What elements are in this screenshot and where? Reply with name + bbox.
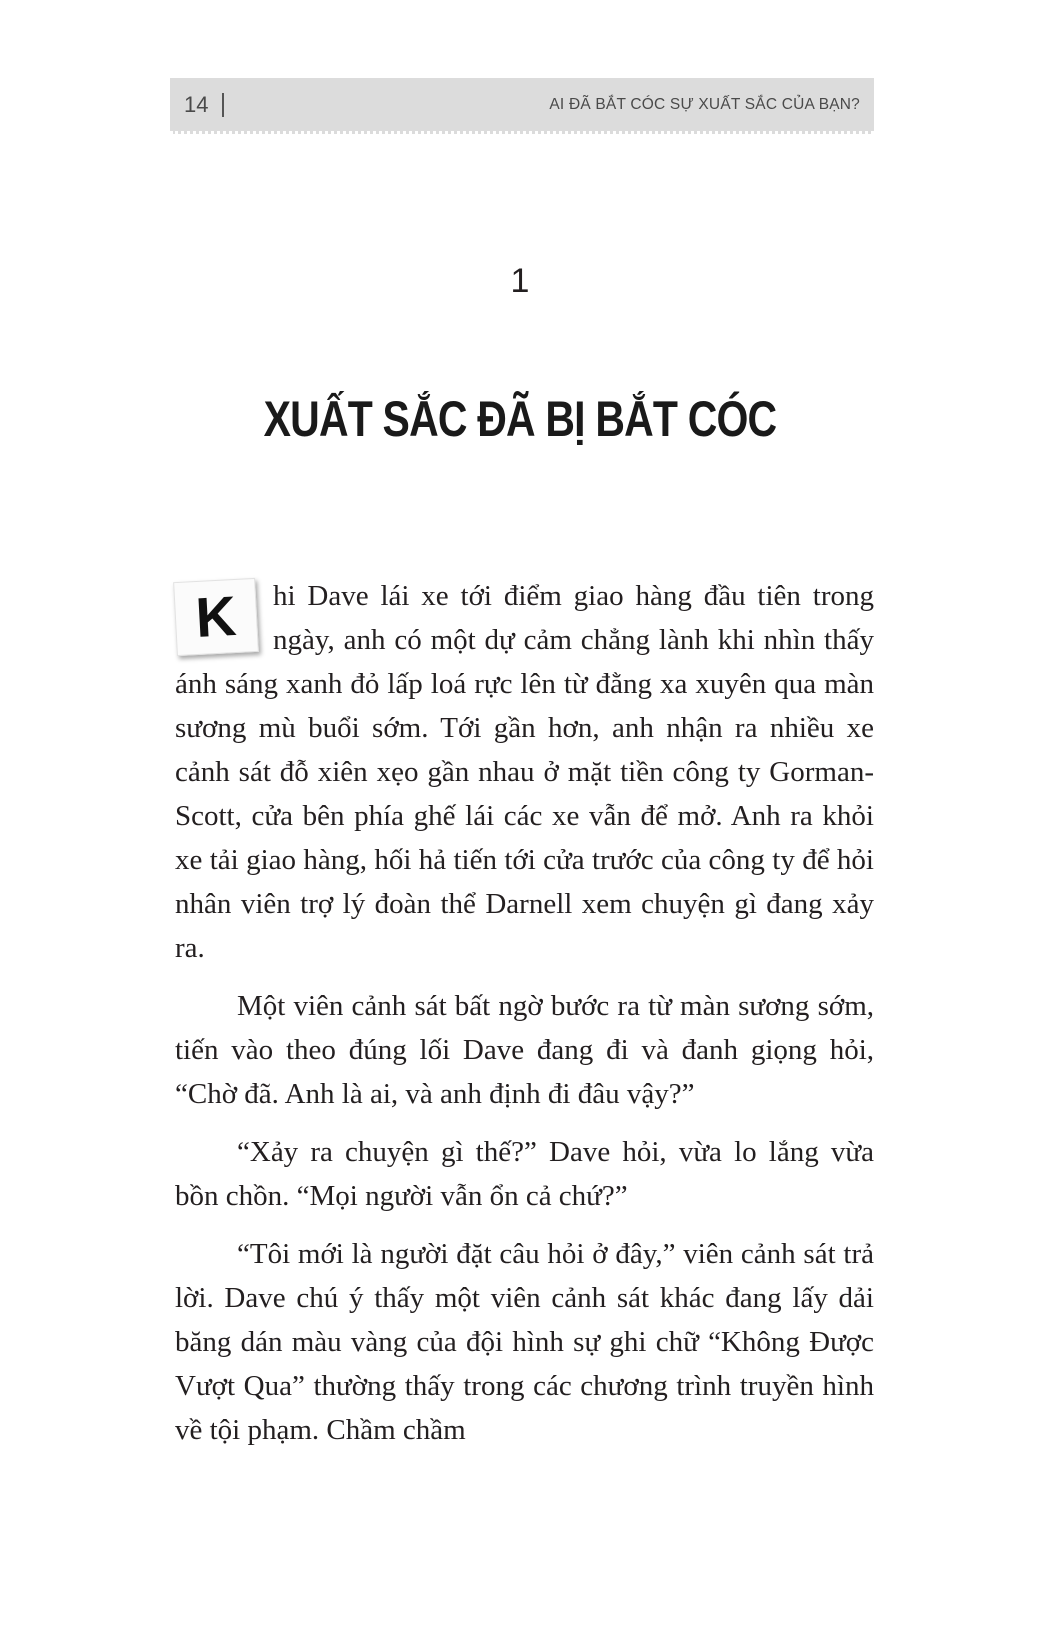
running-header [170,78,874,134]
drop-cap: K [173,578,259,656]
paragraph-3: “Xảy ra chuyện gì thế?” Dave hỏi, vừa lo lắng vừa bồn chồn. “Mọi người vẫn ổn cả chứ?” [175,1136,874,1212]
book-title: AI ĐÃ BẮT CÓC SỰ XUẤT SẮC CỦA BẠN? [549,95,860,113]
page-number: 14 [184,91,209,117]
chapter-title: XUẤT SẮC ĐÃ BỊ BẮT CÓC [263,391,777,447]
paragraph-4: “Tôi mới là người đặt câu hỏi ở đây,” viên cảnh sát trả lời. Dave chú ý thấy một viên cảnh sát khác đang lấy dải băng dán màu vàng của đội hình sự ghi chữ “Không Được Vượt Qua” thường thấy trong các chương trình truyền hình về tội phạm. Chầm chầm [175,1238,874,1446]
paragraph-1 [175,574,874,970]
paragraph-1-text: hi Dave lái xe tới điểm giao hàng đầu tiên trong ngày, anh có một dự cảm chẳng lành khi nhìn thấy ánh sáng xanh đỏ lấp loá rực lên từ đằng xa xuyên qua màn sương mù buổi sớm. Tới gần hơn, anh nhận ra nhiều xe cảnh sát đỗ xiên xẹo gần nhau ở mặt tiền công ty Gorman-Scott, cửa bên phía ghế lái các xe vẫn để mở. Anh ra khỏi xe tải giao hàng, hối hả tiến tới cửa trước của công ty để hỏi nhân viên trợ lý đoàn thể Darnell xem chuyện gì đang xảy ra. [175,580,874,964]
header-left [184,92,224,118]
body-text [175,574,874,1466]
chapter-number: 1 [510,262,530,300]
header-separator [222,93,224,117]
paragraph-2: Một viên cảnh sát bất ngờ bước ra từ màn sương sớm, tiến vào theo đúng lối Dave đang đi và đanh giọng hỏi, “Chờ đã. Anh là ai, và anh định đi đâu vậy?” [175,990,874,1110]
